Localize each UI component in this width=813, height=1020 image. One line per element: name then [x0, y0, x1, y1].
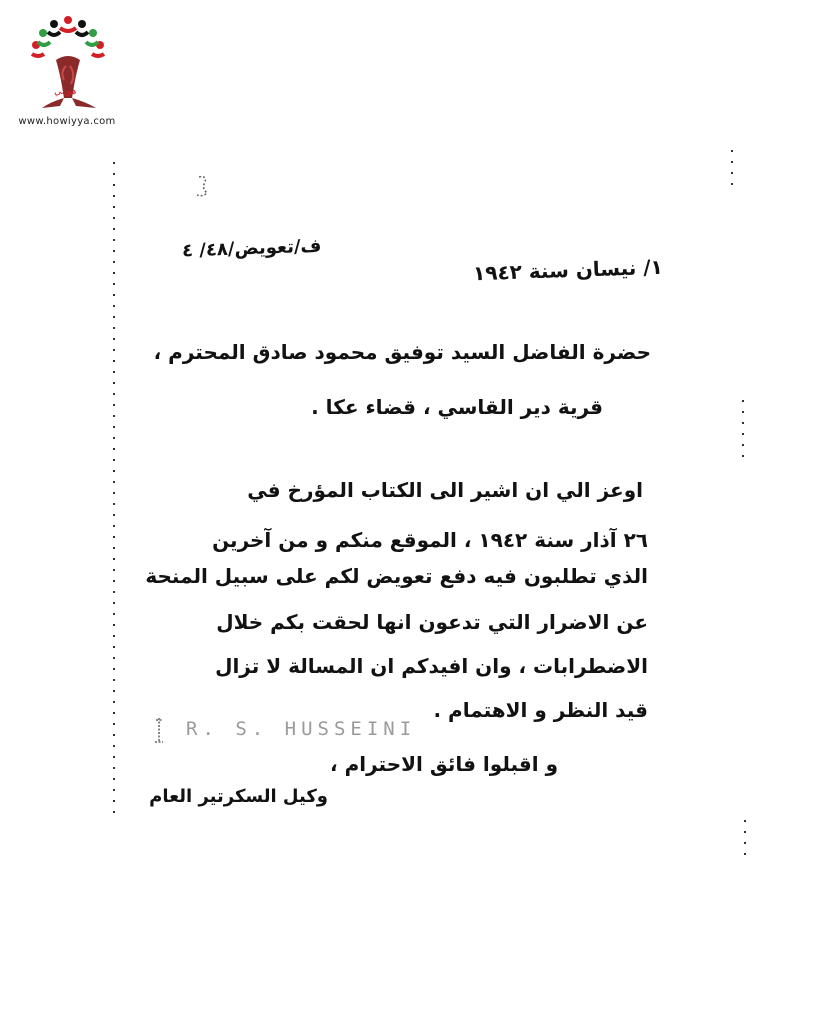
- body-line: اوعز الي ان اشير الى الكتاب المؤرخ في: [247, 478, 643, 502]
- address-location-line: قرية دير القاسي ، قضاء عكا .: [311, 395, 603, 419]
- stamp-mark: [152, 716, 166, 746]
- body-line: ٢٦ آذار سنة ١٩٤٢ ، الموقع منكم و من آخرين: [212, 528, 648, 552]
- letter-date: ١/ نيسان سنة ١٩٤٢: [472, 254, 664, 286]
- right-margin-specks-middle: [742, 400, 744, 466]
- signature-stamp: R. S. HUSSEINI: [186, 718, 417, 740]
- closing-line: و اقبلوا فائق الاحترام ،: [330, 752, 558, 776]
- scan-smudge: [193, 173, 213, 199]
- signer-title: وكيل السكرتير العام: [149, 786, 328, 807]
- addressee-line: حضرة الفاضل السيد توفيق محمود صادق المحترم ،: [153, 340, 651, 364]
- body-line: قيد النظر و الاهتمام .: [433, 698, 648, 722]
- right-margin-specks-top: [731, 150, 733, 194]
- logo-url-text[interactable]: www.howiyya.com: [18, 116, 116, 127]
- right-margin-specks-bottom: [744, 820, 746, 864]
- reference-number: ف/تعويض/٤٨/ ٤: [181, 235, 322, 262]
- howiyya-logo[interactable]: [12, 14, 122, 132]
- family-tree-icon: [26, 14, 110, 112]
- logo-watermark-text: هويتي: [54, 87, 77, 97]
- body-line: الذي تطلبون فيه دفع تعويض لكم على سبيل المنحة: [145, 564, 648, 588]
- body-line: عن الاضرار التي تدعون انها لحقت بكم خلال: [216, 610, 648, 634]
- left-margin-specks: [113, 162, 115, 822]
- body-line: الاضطرابات ، وان افيدكم ان المسالة لا تزال: [215, 654, 648, 678]
